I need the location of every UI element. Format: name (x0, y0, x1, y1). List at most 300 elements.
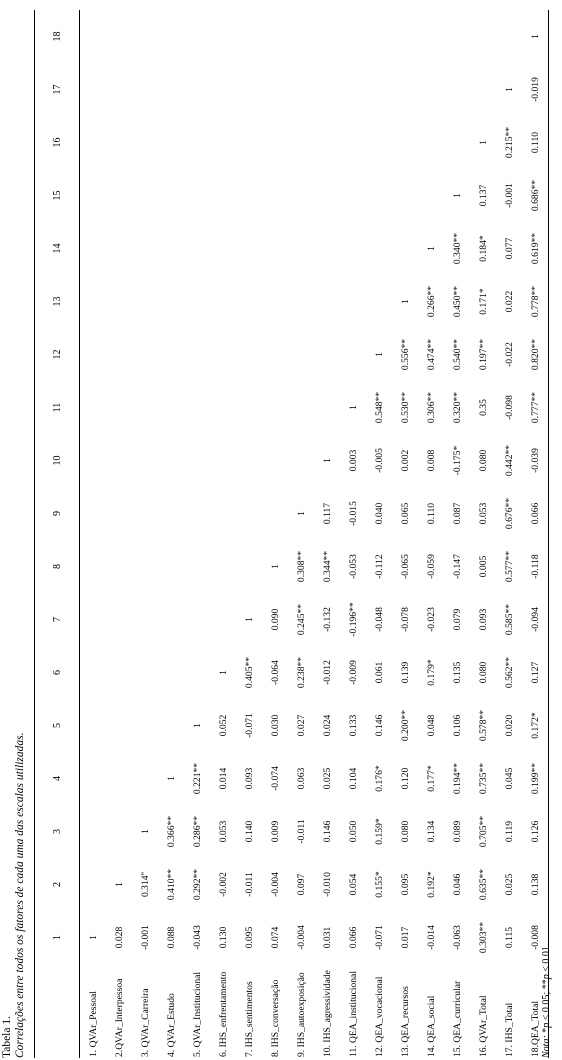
table-cell: -0.039 (522, 434, 549, 487)
empty-cell (106, 699, 132, 752)
table-cell: -0.112 (373, 554, 385, 579)
empty-cell (158, 434, 184, 487)
table-cell: -0.004 (295, 925, 307, 950)
table-cell: 0.192* (425, 871, 437, 898)
empty-cell (80, 63, 107, 116)
empty-cell (236, 116, 262, 169)
table-cell: -0.059 (425, 554, 437, 579)
table-cell: 0.053 (477, 502, 489, 525)
empty-cell (236, 10, 262, 63)
empty-cell (132, 116, 158, 169)
empty-cell (340, 222, 366, 275)
table-cell: -0.071 (243, 713, 255, 738)
empty-cell (236, 487, 262, 540)
empty-cell (158, 540, 184, 593)
column-header: 13 (35, 275, 80, 328)
table-cell: 0.530** (399, 391, 411, 424)
empty-cell (392, 10, 418, 63)
table-cell: -0.094 (522, 593, 549, 646)
empty-cell (80, 434, 107, 487)
empty-cell (106, 434, 132, 487)
table-cell: -0.196** (347, 602, 359, 637)
table-cell: 0.008 (425, 449, 437, 472)
table-cell: 1 (113, 882, 125, 887)
table-cell: 0.292** (191, 868, 203, 901)
table-cell: 0.197** (477, 338, 489, 371)
table-cell: 0.028 (113, 926, 125, 949)
table-cell: 0.777** (522, 381, 549, 434)
table-cell: 0.017 (399, 926, 411, 949)
empty-cell (288, 63, 314, 116)
table-cell: 1 (399, 299, 411, 304)
table-cell: 0.005 (477, 555, 489, 578)
empty-cell (262, 487, 288, 540)
empty-cell (288, 10, 314, 63)
empty-cell (418, 116, 444, 169)
empty-cell (236, 434, 262, 487)
table-row (314, 10, 340, 1058)
table-cell: 0.238** (295, 656, 307, 689)
table-row (392, 10, 418, 1058)
table-row (496, 10, 522, 1058)
table-cell: -0.019 (522, 63, 549, 116)
empty-cell (470, 63, 496, 116)
empty-cell (132, 593, 158, 646)
table-row (522, 10, 549, 1058)
empty-cell (288, 434, 314, 487)
empty-cell (184, 116, 210, 169)
empty-cell (106, 328, 132, 381)
table-cell: -0.012 (321, 660, 333, 685)
table-cell: 0.562** (503, 656, 515, 689)
table-cell: 0.676** (503, 497, 515, 530)
table-cell: 0.146 (321, 820, 333, 843)
row-label: 15. QEA_curricular (451, 980, 463, 1057)
empty-cell (366, 275, 392, 328)
table-cell: -0.063 (451, 925, 463, 950)
table-cell: 0.137 (477, 184, 489, 207)
table-cell: 0.548** (373, 391, 385, 424)
table-cell: 0.320** (451, 391, 463, 424)
table-cell: 0.066 (347, 926, 359, 949)
table-cell: 0.024 (321, 714, 333, 737)
table-cell: 0.442** (503, 444, 515, 477)
table-cell: 0.306** (425, 391, 437, 424)
table-row (262, 10, 288, 1058)
row-label: 11. QEA_institucional (347, 971, 359, 1057)
empty-cell (340, 275, 366, 328)
table-cell: -0.175* (451, 445, 463, 476)
empty-cell (262, 328, 288, 381)
note-label: Nota: (541, 1035, 552, 1058)
table-cell: -0.015 (347, 501, 359, 526)
empty-cell (236, 222, 262, 275)
empty-cell (210, 328, 236, 381)
table-cell: 0.340** (451, 232, 463, 265)
table-cell: 0.139 (399, 661, 411, 684)
table-row (132, 10, 158, 1058)
table-cell: 0.061 (373, 661, 385, 684)
table-cell: -0.011 (295, 819, 307, 844)
table-cell: -0.002 (217, 872, 229, 897)
table-cell: -0.118 (522, 540, 549, 593)
row-label: 12. QEA_vocacional (373, 976, 385, 1057)
empty-cell (236, 328, 262, 381)
column-header: 1 (35, 911, 80, 964)
empty-cell (314, 169, 340, 222)
table-cell: 0.115 (503, 926, 515, 949)
table-cell: 0.097 (295, 873, 307, 896)
empty-cell (106, 63, 132, 116)
row-label: 4. QVAr_Estudo (165, 993, 177, 1057)
column-header: 18 (35, 10, 80, 63)
column-header: 7 (35, 593, 80, 646)
table-cell: 0.556** (399, 338, 411, 371)
table-cell: -0.078 (399, 607, 411, 632)
empty-cell (106, 381, 132, 434)
empty-cell (366, 116, 392, 169)
row-label: 10. IHS_agressividade (321, 970, 333, 1057)
table-row (210, 10, 236, 1058)
empty-cell (80, 381, 107, 434)
empty-cell (158, 169, 184, 222)
empty-cell (392, 63, 418, 116)
table-row (470, 10, 496, 1058)
table-row (80, 10, 107, 1058)
empty-cell (366, 169, 392, 222)
table-cell: 1 (373, 352, 385, 357)
empty-cell (418, 10, 444, 63)
row-label: 1. QVAr_Pessoal (87, 991, 99, 1057)
table-cell: -0.008 (522, 911, 549, 964)
table-cell: 0.080 (477, 661, 489, 684)
table-cell: 0.080 (399, 820, 411, 843)
table-row (158, 10, 184, 1058)
empty-cell (236, 381, 262, 434)
table-cell: 0.266** (425, 285, 437, 318)
table-cell: 0.221** (191, 762, 203, 795)
table-cell: -0.010 (321, 872, 333, 897)
empty-cell (236, 63, 262, 116)
table-cell: 0.090 (269, 608, 281, 631)
empty-cell (184, 381, 210, 434)
table-cell: 0.087 (451, 502, 463, 525)
empty-cell (106, 540, 132, 593)
table-cell: 0.052 (217, 714, 229, 737)
table-row (184, 10, 210, 1058)
table-cell: 0.578** (477, 709, 489, 742)
table-cell: 0.540** (451, 338, 463, 371)
empty-cell (184, 328, 210, 381)
table-cell: 0.054 (347, 873, 359, 896)
table-cell: 0.093 (477, 608, 489, 631)
column-header: 9 (35, 487, 80, 540)
empty-cell (392, 169, 418, 222)
table-cell: 0.705** (477, 815, 489, 848)
empty-cell (392, 116, 418, 169)
table-row (366, 10, 392, 1058)
table-cell: -0.074 (269, 766, 281, 791)
table-row (418, 10, 444, 1058)
empty-cell (314, 328, 340, 381)
empty-cell (366, 222, 392, 275)
table-cell: 0.027 (295, 714, 307, 737)
table-title: Tabela 1. (1, 1016, 13, 1058)
empty-cell (340, 169, 366, 222)
empty-cell (288, 275, 314, 328)
table-cell: 0.003 (347, 449, 359, 472)
empty-cell (340, 328, 366, 381)
note-p-symbol-2: p (541, 974, 552, 980)
empty-cell (418, 169, 444, 222)
table-cell: 0.635** (477, 868, 489, 901)
row-label: 8. IHS_conversação (269, 979, 281, 1057)
table-cell: 0.619** (522, 222, 549, 275)
empty-cell (210, 275, 236, 328)
table-cell: 0.020 (503, 714, 515, 737)
table-cell: 0.127 (522, 646, 549, 699)
table-cell: 0.686** (522, 169, 549, 222)
empty-cell (314, 116, 340, 169)
empty-cell (80, 805, 107, 858)
row-label: 2.QVAr_Interpessoa (113, 978, 125, 1057)
empty-cell (210, 63, 236, 116)
empty-cell (158, 10, 184, 63)
table-cell: -0.001 (503, 183, 515, 208)
table-cell: 1 (165, 776, 177, 781)
empty-cell (210, 116, 236, 169)
table-cell: 1 (269, 564, 281, 569)
empty-cell (262, 10, 288, 63)
note-p2-text: < 0.01. (541, 943, 552, 975)
table-cell: 0.014 (217, 767, 229, 790)
table-cell: 0.040 (373, 502, 385, 525)
row-label: 18.QEA_Total (522, 964, 549, 1058)
table-cell: 0.245** (295, 603, 307, 636)
empty-cell (314, 275, 340, 328)
table-cell: 1 (321, 458, 333, 463)
table-cell: 0.046 (451, 873, 463, 896)
table-cell: 0.474** (425, 338, 437, 371)
table-cell: 1 (243, 617, 255, 622)
empty-cell (288, 381, 314, 434)
empty-cell (158, 222, 184, 275)
empty-cell (496, 10, 522, 63)
empty-cell (288, 222, 314, 275)
table-cell: 0.366** (165, 815, 177, 848)
empty-cell (262, 222, 288, 275)
empty-cell (184, 487, 210, 540)
empty-cell (158, 487, 184, 540)
table-cell: 1 (425, 246, 437, 251)
empty-cell (340, 116, 366, 169)
table-cell: 1 (451, 193, 463, 198)
empty-cell (158, 593, 184, 646)
table-cell: 0.095 (399, 873, 411, 896)
empty-cell (210, 10, 236, 63)
empty-cell (184, 222, 210, 275)
column-header: 11 (35, 381, 80, 434)
empty-cell (184, 593, 210, 646)
table-cell: 0.093 (243, 767, 255, 790)
table-cell: 0.077 (503, 237, 515, 260)
column-header: 3 (35, 805, 80, 858)
empty-cell (314, 222, 340, 275)
table-cell: 0.177* (425, 765, 437, 792)
empty-cell (80, 858, 107, 911)
table-cell: 0.778** (522, 275, 549, 328)
empty-cell (80, 328, 107, 381)
table-cell: 1 (347, 405, 359, 410)
row-label: 6. IHS_enfrentamento (217, 971, 229, 1057)
table-cell: 0.048 (425, 714, 437, 737)
empty-cell (288, 116, 314, 169)
empty-cell (262, 275, 288, 328)
empty-cell (444, 116, 470, 169)
table-cell: 0.35 (477, 399, 489, 416)
empty-cell (262, 381, 288, 434)
empty-cell (106, 752, 132, 805)
table-cell: -0.071 (373, 925, 385, 950)
table-cell: 0.194** (451, 762, 463, 795)
empty-cell (80, 275, 107, 328)
empty-cell (132, 10, 158, 63)
table-cell: 0.577** (503, 550, 515, 583)
empty-cell (80, 699, 107, 752)
table-cell: -0.022 (503, 342, 515, 367)
table-cell: 0.303** (477, 921, 489, 954)
empty-cell (158, 381, 184, 434)
empty-cell (262, 434, 288, 487)
table-cell: 1 (477, 140, 489, 145)
table-cell: 0.104 (347, 767, 359, 790)
table-cell: 0.053 (217, 820, 229, 843)
column-header: 12 (35, 328, 80, 381)
empty-cell (80, 540, 107, 593)
row-label: 13. QEA_recursos (399, 986, 411, 1057)
empty-cell (132, 169, 158, 222)
empty-cell (184, 10, 210, 63)
table-cell: 1 (87, 935, 99, 940)
table-cell: 0.126 (522, 805, 549, 858)
empty-cell (80, 116, 107, 169)
table-cell: 0.022 (503, 290, 515, 313)
empty-cell (132, 381, 158, 434)
table-cell: 0.133 (347, 714, 359, 737)
table-cell: -0.048 (373, 607, 385, 632)
table-cell: 0.344** (321, 550, 333, 583)
empty-cell (132, 328, 158, 381)
table-row (236, 10, 262, 1058)
table-cell: -0.064 (269, 660, 281, 685)
empty-cell (288, 169, 314, 222)
table-cell: 0.286** (191, 815, 203, 848)
table-cell: 1 (217, 670, 229, 675)
empty-cell (158, 116, 184, 169)
empty-cell (444, 63, 470, 116)
table-cell: 0.066 (522, 487, 549, 540)
empty-cell (262, 63, 288, 116)
empty-cell (184, 646, 210, 699)
column-header: 6 (35, 646, 80, 699)
empty-cell (184, 63, 210, 116)
table-cell: 1 (503, 87, 515, 92)
column-header: 8 (35, 540, 80, 593)
table-cell: -0.065 (399, 554, 411, 579)
table-cell: -0.147 (451, 554, 463, 579)
empty-cell (106, 593, 132, 646)
empty-cell (80, 10, 107, 63)
table-row (106, 10, 132, 1058)
empty-cell (158, 328, 184, 381)
table-cell: 0.106 (451, 714, 463, 737)
table-cell: 0.079 (451, 608, 463, 631)
table-cell: 0.130 (217, 926, 229, 949)
table-cell: -0.023 (425, 607, 437, 632)
empty-cell (80, 222, 107, 275)
table-cell: -0.004 (269, 872, 281, 897)
empty-cell (106, 646, 132, 699)
empty-cell (184, 540, 210, 593)
empty-cell (106, 169, 132, 222)
table-cell: 1 (139, 829, 151, 834)
empty-cell (106, 222, 132, 275)
row-label: 9. IHS_autoexposição (295, 972, 307, 1057)
empty-cell (314, 10, 340, 63)
table-cell: 0.045 (503, 767, 515, 790)
row-label: 16. QVAr_Total (477, 995, 489, 1057)
empty-cell (106, 805, 132, 858)
empty-cell (106, 10, 132, 63)
empty-cell (444, 10, 470, 63)
table-cell: 0.120 (399, 767, 411, 790)
table-cell: 0.314'' (139, 871, 151, 898)
correlation-table (34, 10, 549, 1058)
table-cell: 0.146 (373, 714, 385, 737)
column-header: 10 (35, 434, 80, 487)
table-cell: 0.200** (399, 709, 411, 742)
empty-cell (210, 381, 236, 434)
empty-cell (314, 381, 340, 434)
table-cell: -0.043 (191, 925, 203, 950)
empty-cell (366, 63, 392, 116)
note-p1-text: < 0.05; ** (541, 979, 552, 1023)
column-header: 5 (35, 699, 80, 752)
table-cell: 0.110 (522, 116, 549, 169)
empty-cell (184, 434, 210, 487)
table-row (444, 10, 470, 1058)
empty-cell (80, 752, 107, 805)
empty-cell (418, 63, 444, 116)
table-cell: -0.132 (321, 607, 333, 632)
table-cell: -0.098 (503, 395, 515, 420)
table-cell: 0.088 (165, 926, 177, 949)
table-cell: 0.050 (347, 820, 359, 843)
table-cell: 0.031 (321, 926, 333, 949)
table-cell: 1 (522, 10, 549, 63)
table-cell: 0.155* (373, 871, 385, 898)
table-cell: 0.585** (503, 603, 515, 636)
table-cell: 0.135 (451, 661, 463, 684)
table-cell: 0.215** (503, 126, 515, 159)
empty-cell (158, 63, 184, 116)
row-label: 3. QVAr_Carreira (139, 988, 151, 1057)
table-cell: 0.179* (425, 659, 437, 686)
table-cell: 1 (295, 511, 307, 516)
empty-cell (210, 487, 236, 540)
table-cell: 0.138 (522, 858, 549, 911)
table-cell: 0.117 (321, 502, 333, 525)
